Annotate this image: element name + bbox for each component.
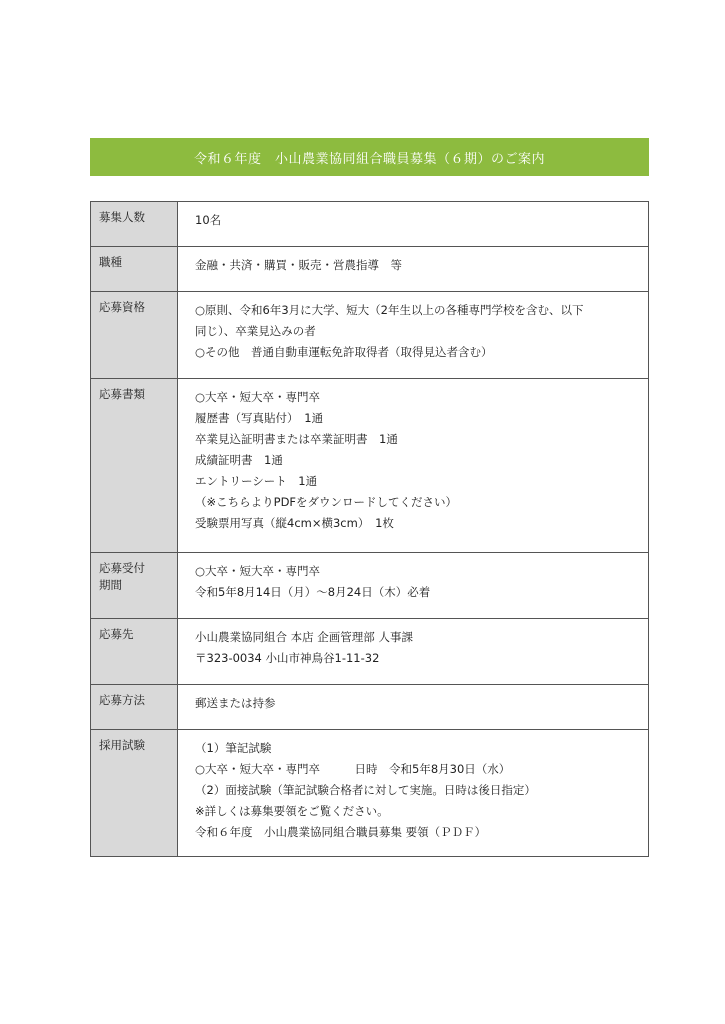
value-line: 令和5年8月14日（月）～8月24日（木）必着 — [195, 585, 431, 599]
row-value-job-type — [178, 247, 649, 292]
value-line: （※こちらよりPDFをダウンロードしてください） — [195, 495, 458, 509]
row-value-documents — [178, 379, 649, 553]
row-value-application-period — [178, 553, 649, 619]
row-label-documents — [91, 379, 178, 553]
table-row — [91, 202, 649, 247]
value-line: 令和６年度 小山農業協同組合職員募集 要領（ＰＤＦ） — [195, 825, 487, 839]
value-line: 郵送または持参 — [195, 696, 276, 710]
table-row — [91, 619, 649, 685]
row-label-job-type — [91, 247, 178, 292]
value-line: （2）面接試験（筆記試験合格者に対して実施。日時は後日指定） — [195, 783, 536, 797]
value-line: ○大卒・短大卒・専門卒 — [195, 564, 321, 578]
label-line: 応募受付 — [99, 561, 145, 575]
label-line: 応募書類 — [99, 387, 145, 401]
value-line: ○大卒・短大卒・専門卒 日時 令和5年8月30日（水） — [195, 762, 511, 776]
page-title: 令和６年度 小山農業協同組合職員募集（６期）のご案内 — [193, 151, 545, 167]
row-value-qualifications — [178, 292, 649, 379]
value-line: 受験票用写真（縦4cm×横3cm） 1枚 — [195, 516, 394, 530]
row-value-submit-method — [178, 685, 649, 730]
value-line: 金融・共済・購買・販売・営農指導 等 — [195, 258, 402, 272]
row-label-submit-method — [91, 685, 178, 730]
row-label-headcount — [91, 202, 178, 247]
value-line: ○大卒・短大卒・専門卒 — [195, 390, 321, 404]
value-line: 卒業見込証明書または卒業証明書 1通 — [195, 432, 398, 446]
value-line: ※詳しくは募集要領をご覧ください。 — [195, 804, 389, 818]
row-label-selection-exam — [91, 730, 178, 857]
value-line: 成績証明書 1通 — [195, 453, 283, 467]
label-line: 期間 — [99, 578, 122, 592]
row-value-headcount — [178, 202, 649, 247]
row-label-submit-to — [91, 619, 178, 685]
row-value-submit-to — [178, 619, 649, 685]
value-line: （1）筆記試験 — [195, 741, 272, 755]
value-line: 同じ）、卒業見込みの者 — [195, 324, 316, 338]
table-row — [91, 685, 649, 730]
label-line: 職種 — [99, 255, 122, 269]
label-line: 採用試験 — [99, 738, 145, 752]
value-line: ○その他 普通自動車運転免許取得者（取得見込者含む） — [195, 345, 493, 359]
value-line: ○原則、令和6年3月に大学、短大（2年生以上の各種専門学校を含む、以下 — [195, 303, 584, 317]
table-row — [91, 553, 649, 619]
table-row — [91, 247, 649, 292]
table-row — [91, 292, 649, 379]
label-line: 募集人数 — [99, 210, 145, 224]
row-label-qualifications — [91, 292, 178, 379]
label-line: 応募方法 — [99, 693, 145, 707]
value-line: エントリーシート 1通 — [195, 474, 318, 488]
row-label-application-period — [91, 553, 178, 619]
row-value-selection-exam — [178, 730, 649, 857]
table-row — [91, 730, 649, 857]
label-line: 応募資格 — [99, 300, 145, 314]
table-row — [91, 379, 649, 553]
value-line: 小山農業協同組合 本店 企画管理部 人事課 — [195, 630, 413, 644]
value-line: 履歴書（写真貼付） 1通 — [195, 411, 324, 425]
label-line: 応募先 — [99, 627, 134, 641]
recruitment-info-table — [90, 201, 649, 857]
value-line: 10名 — [195, 213, 222, 227]
page-title-banner — [90, 138, 649, 176]
value-line: 〒323-0034 小山市神鳥谷1-11-32 — [195, 651, 380, 665]
